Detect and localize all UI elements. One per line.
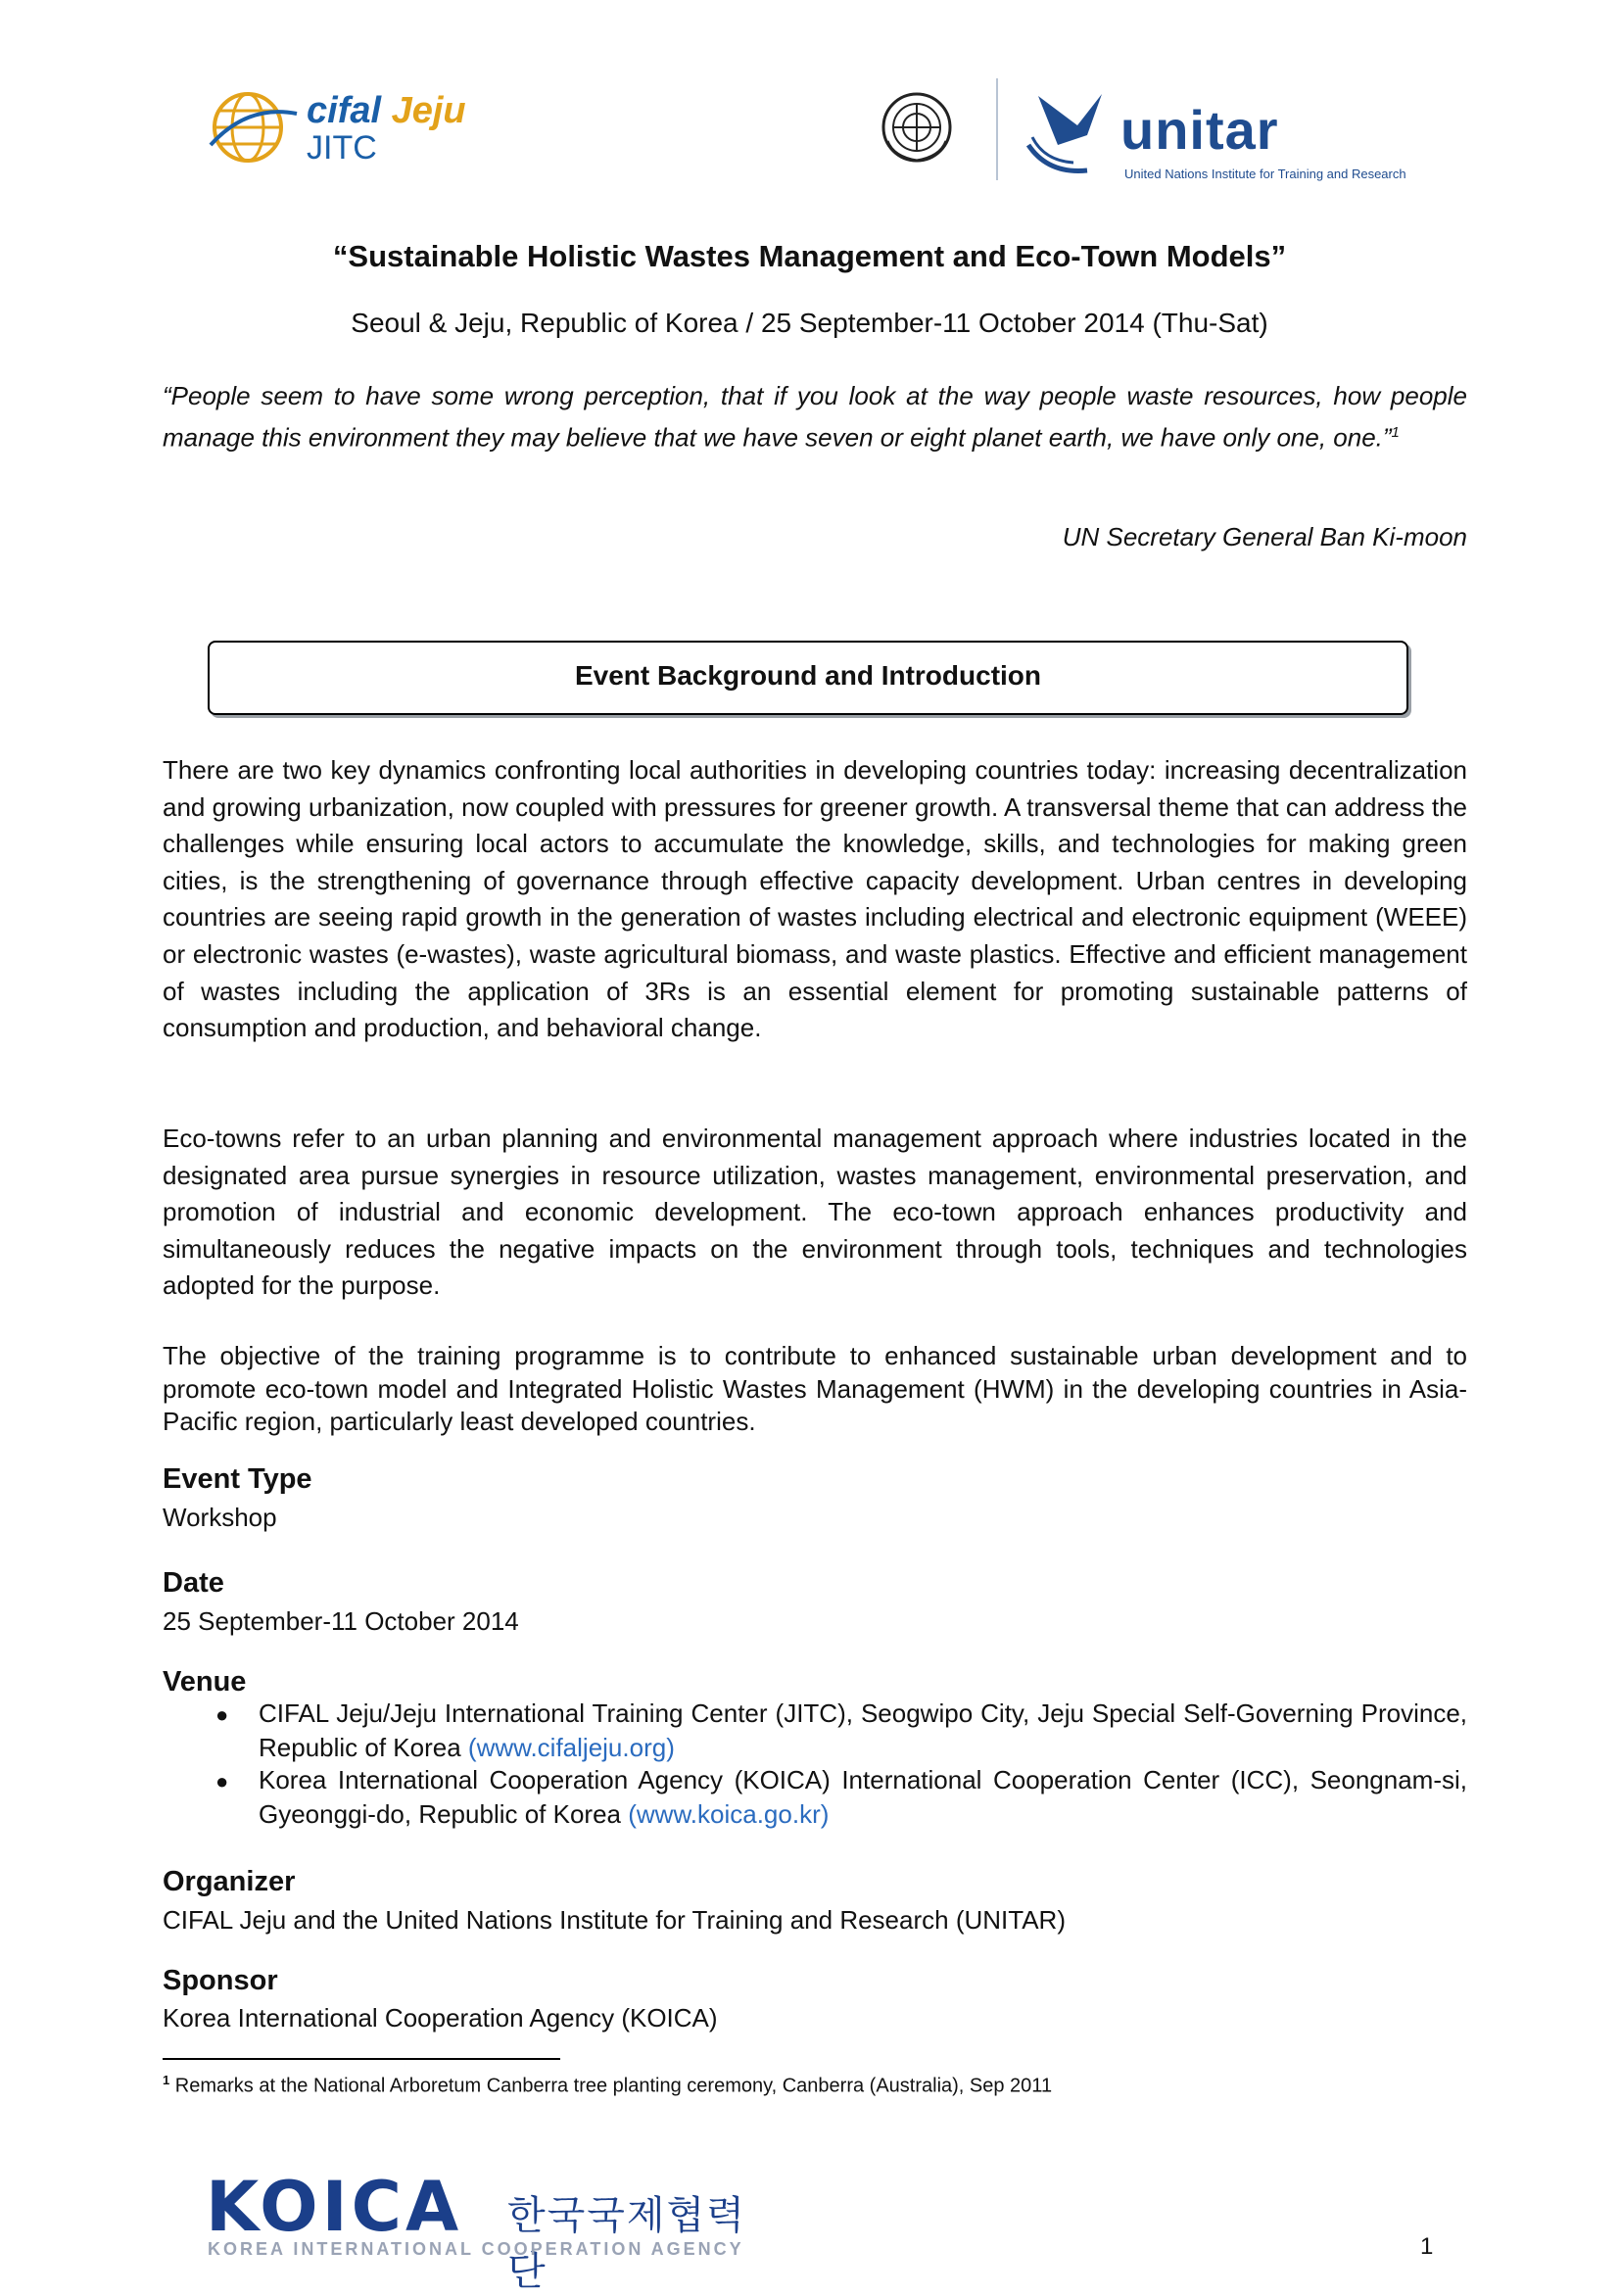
logo-divider — [996, 78, 998, 180]
section-heading: Event Background and Introduction — [574, 660, 1041, 691]
sponsor-label: Sponsor — [163, 1965, 278, 1996]
organizer-value: CIFAL Jeju and the United Nations Institute for Training and Research (UNITAR) — [163, 1905, 1066, 1935]
koica-website-link[interactable]: (www.koica.go.kr) — [628, 1798, 830, 1829]
body-paragraph: The objective of the training programme is to contribute to enhanced sustainable urban development and to promote eco-town model and Integrated Holistic Wastes Management (HWM) in the developing countries in Asia-Pacific region, particularly least developed countries. — [163, 1341, 1467, 1436]
venue-list — [215, 1698, 1467, 1831]
date-value: 25 September-11 October 2014 — [163, 1606, 519, 1636]
koica-logo — [206, 2167, 774, 2293]
koica-full-name: KOREA INTERNATIONAL COOPERATION AGENCY — [208, 2239, 744, 2259]
jitc-wordmark: JITC — [307, 129, 377, 167]
organizer-label: Organizer — [163, 1866, 296, 1897]
unitar-wordmark: unitar — [1120, 99, 1279, 161]
cifal-wordmark: cifal Jeju — [307, 90, 466, 131]
document-title: “Sustainable Holistic Wastes Management and Eco-Town Models” — [332, 239, 1287, 273]
venue-item: ● CIFAL Jeju/Jeju International Training Center (JITC), Seogwipo City, Jeju Special Self-Governing Province, Republic of Korea (www.cifaljeju.org) — [215, 1698, 1467, 1762]
quote-block — [163, 377, 1467, 456]
sponsor-value: Korea International Cooperation Agency (KOICA) — [163, 2003, 718, 2033]
body-paragraph: There are two key dynamics confronting local authorities in developing countries today: increasing decentralization and growing urbanization, now coupled with pressures for greener growth. A transversal theme that can address the challenges while ensuring local actors to accumulate the knowledge, skills, and technologies for making green cities, is the strengthening of governance through effective capacity development. Urban centres in developing countries are seeing rapid growth in the generation of wastes including electrical and electronic equipment (WEEE) or electronic wastes (e-wastes), waste agricultural biomass, and waste plastics. Effective and efficient management of wastes including the application of 3Rs is an essential element for promoting sustainable patterns of consumption and production, and behavioral change. — [163, 755, 1467, 1043]
un-emblem-icon — [881, 92, 952, 163]
page-number: 1 — [1420, 2233, 1434, 2260]
date-label: Date — [163, 1567, 224, 1599]
document-subtitle: Seoul & Jeju, Republic of Korea / 25 September-11 October 2014 (Thu-Sat) — [351, 308, 1268, 338]
koica-korean-name: 한국국제협력단 — [507, 2194, 746, 2293]
body-paragraph: Eco-towns refer to an urban planning and environmental management approach where industries located in the designated area pursue synergies in resource utilization, wastes management, environmental preservation, and promotion of industrial and economic development. The eco-town approach enhances productivity and simultaneously reduces the negative impacts on the environment through tools, techniques and technologies adopted for the purpose. — [163, 1124, 1467, 1301]
event-type-value: Workshop — [163, 1503, 277, 1532]
koica-wordmark: KOICA — [206, 2167, 463, 2247]
event-type-label: Event Type — [163, 1463, 312, 1495]
dove-icon — [1019, 76, 1107, 184]
globe-icon — [209, 84, 299, 168]
unitar-logo — [1019, 76, 1450, 184]
section-heading-box — [208, 641, 1408, 715]
cifal-website-link[interactable]: (www.cifaljeju.org) — [467, 1732, 675, 1762]
venue-item: ● Korea International Cooperation Agency (KOICA) International Cooperation Center (ICC), Seongnam-si, Gyeonggi-do, Republic of Korea (www.koica.go.kr) — [215, 1765, 1467, 1829]
cifal-jeju-logo — [209, 84, 483, 172]
footnote-reference: 1 — [1391, 424, 1400, 441]
unitar-tagline: United Nations Institute for Training and Research — [1124, 167, 1406, 181]
quote-text: “People seem to have some wrong perception, that if you look at the way people waste resources, how people manage this environment they may believe that we have seven or eight planet earth, we have only one, one.” — [163, 381, 1467, 453]
quote-attribution: UN Secretary General Ban Ki-moon — [1062, 522, 1467, 551]
footnote-divider — [163, 2058, 560, 2060]
venue-label: Venue — [163, 1666, 247, 1698]
footnote: $^1$ Remarks at the National Arboretum Canberra tree planting ceremony, Canberra (Australia), Sep 2011 — [163, 2073, 1053, 2097]
